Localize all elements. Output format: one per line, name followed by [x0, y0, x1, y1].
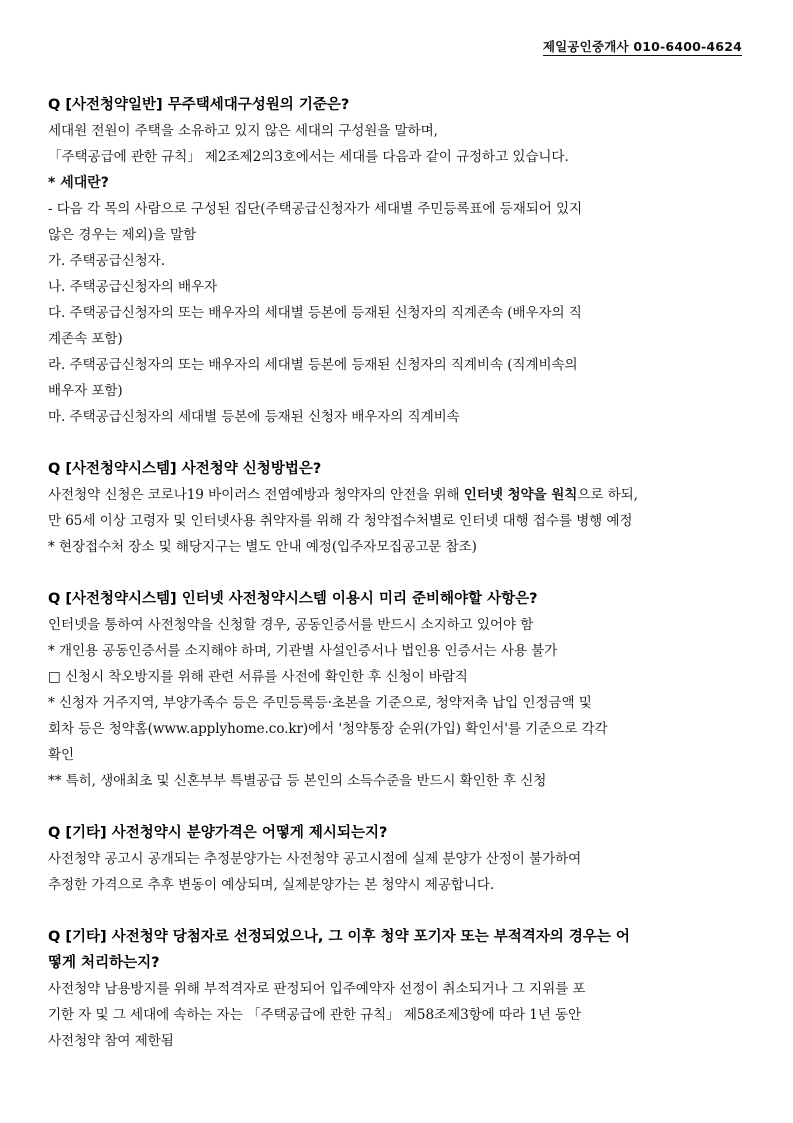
question-heading: Q [사전청약시스템] 사전청약 신청방법은? — [48, 461, 322, 477]
answer-line: - 다음 각 목의 사람으로 구성된 집단(주택공급신청자가 세대별 주민등록표에 등재되어 있지 — [48, 201, 583, 217]
answer-line — [48, 482, 748, 508]
answer-line: 사전청약 공고시 공개되는 추정분양가는 사전청약 공고시점에 실제 분양가 산정이 불가하여 — [48, 851, 582, 867]
faq-section-2 — [48, 456, 748, 560]
question-heading: Q [사전청약시스템] 인터넷 사전청약시스템 이용시 미리 준비해야할 사항은? — [48, 591, 538, 607]
answer-line: 기한 자 및 그 세대에 속하는 자는 「주택공급에 관한 규칙」 제58조제3항에 따라 1년 동안 — [48, 1007, 582, 1023]
answer-line: 않은 경우는 제외)을 말함 — [48, 227, 197, 243]
answer-text: 으로 하되, — [577, 487, 638, 503]
page-header — [543, 37, 742, 55]
faq-section-4 — [48, 820, 748, 898]
question-heading: Q [기타] 사전청약시 분양가격은 어떻게 제시되는지? — [48, 825, 388, 841]
answer-line: 사전청약 남용방지를 위해 부적격자로 판정되어 입주예약자 선정이 취소되거나 그 지위를 포 — [48, 981, 586, 997]
answer-line: * 개인용 공동인증서를 소지해야 하며, 기관별 사설인증서나 법인용 인증서는 사용 불가 — [48, 643, 558, 659]
answer-line: 마. 주택공급신청자의 세대별 등본에 등재된 신청자 배우자의 직계비속 — [48, 409, 460, 425]
answer-line: 「주택공급에 관한 규칙」 제2조제2의3호에서는 세대를 다음과 같이 규정하고 있습니다. — [48, 149, 569, 165]
answer-line: 나. 주택공급신청자의 배우자 — [48, 279, 218, 295]
answer-line: 세대원 전원이 주택을 소유하고 있지 않은 세대의 구성원을 말하며, — [48, 123, 438, 139]
answer-line: * 신청자 거주지역, 부양가족수 등은 주민등록등·초본을 기준으로, 청약저축 납입 인정금액 및 — [48, 695, 592, 711]
answer-line: 사전청약 참여 제한됨 — [48, 1033, 174, 1049]
answer-line: □ 신청시 착오방지를 위해 관련 서류를 사전에 확인한 후 신청이 바람직 — [48, 669, 468, 685]
emphasis-text: 인터넷 청약을 원칙 — [463, 487, 578, 503]
question-heading: Q [기타] 사전청약 당첨자로 선정되었으나, 그 이후 청약 포기자 또는 부적격자의 경우는 어 — [48, 929, 630, 945]
question-heading: 떻게 처리하는지? — [48, 955, 160, 971]
subheading: * 세대란? — [48, 175, 109, 191]
answer-line: ** 특히, 생애최초 및 신혼부부 특별공급 등 본인의 소득수준을 반드시 확인한 후 신청 — [48, 773, 547, 789]
answer-line: 가. 주택공급신청자. — [48, 253, 165, 269]
agency-contact: 제일공인중개사 010-6400-4624 — [542, 39, 742, 54]
answer-line: 다. 주택공급신청자의 또는 배우자의 세대별 등본에 등재된 신청자의 직계존속 (배우자의 직 — [48, 305, 582, 321]
answer-line: 배우자 포함) — [48, 383, 123, 399]
answer-line: 만 65세 이상 고령자 및 인터넷사용 취약자를 위해 각 청약접수처별로 인터넷 대행 접수를 병행 예정 — [48, 513, 633, 529]
answer-line: 추정한 가격으로 추후 변동이 예상되며, 실제분양가는 본 청약시 제공합니다. — [48, 877, 495, 893]
answer-line: * 현장접수처 장소 및 해당지구는 별도 안내 예정(입주자모집공고문 참조) — [48, 539, 477, 555]
faq-content — [48, 92, 748, 1054]
answer-line: 계존속 포함) — [48, 331, 123, 347]
answer-line: 인터넷을 통하여 사전청약을 신청할 경우, 공동인증서를 반드시 소지하고 있어야 함 — [48, 617, 534, 633]
faq-section-3 — [48, 586, 748, 794]
answer-line: 회차 등은 청약홈(www.applyhome.co.kr)에서 '청약통장 순위(가입) 확인서'를 기준으로 각각 — [48, 721, 608, 737]
answer-line: 확인 — [48, 747, 75, 763]
faq-section-1 — [48, 92, 748, 430]
faq-section-5 — [48, 924, 748, 1054]
answer-line: 라. 주택공급신청자의 또는 배우자의 세대별 등본에 등재된 신청자의 직계비속 (직계비속의 — [48, 357, 578, 373]
question-heading: Q [사전청약일반] 무주택세대구성원의 기준은? — [48, 97, 350, 113]
answer-text: 사전청약 신청은 코로나19 바이러스 전염예방과 청약자의 안전을 위해 — [48, 487, 464, 503]
